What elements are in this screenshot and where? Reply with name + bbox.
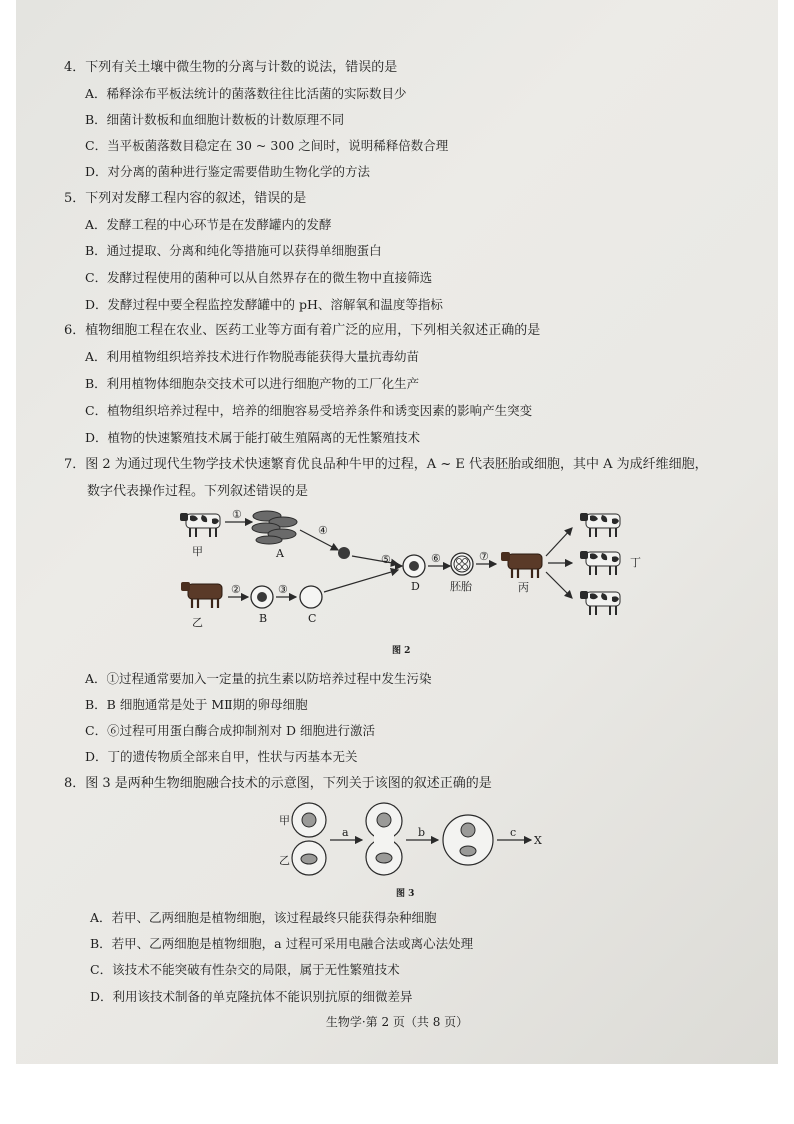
question-8-option-a: A．若甲、乙两细胞是植物细胞，该过程最终只能获得杂种细胞 — [90, 910, 437, 925]
step-c-label: c — [510, 826, 517, 839]
question-7-option-a: A．①过程通常要加入一定量的抗生素以防培养过程中发生污染 — [85, 671, 432, 686]
step-6-label: ⑥ — [431, 552, 441, 565]
cell-c-icon — [300, 586, 322, 608]
question-8-stem: 8．图 3 是两种生物细胞融合技术的示意图，下列关于该图的叙述正确的是 — [64, 776, 492, 791]
question-7-stem-line1: 7．图 2 为通过现代生物学技术快速繁育优良品种牛甲的过程，A ~ E 代表胚胎或细胞，其中 A 为成纤维细胞， — [64, 457, 708, 472]
step-5-label: ⑤ — [381, 553, 391, 566]
question-6-option-a: A．利用植物组织培养技术进行作物脱毒能获得大量抗毒幼苗 — [85, 349, 420, 364]
question-4-option-d: D．对分离的菌种进行鉴定需要借助生物化学的方法 — [85, 164, 371, 179]
cow-jia-icon — [180, 513, 220, 537]
question-5-stem: 5．下列对发酵工程内容的叙述，错误的是 — [64, 191, 307, 206]
question-6-option-c: C．植物组织培养过程中，培养的细胞容易受培养条件和诱变因素的影响产生突变 — [85, 403, 533, 418]
figure-3-cell-fusion-diagram — [272, 800, 562, 880]
question-5-option-c: C．发酵过程使用的菌种可以从自然界存在的微生物中直接筛选 — [85, 270, 433, 285]
figure-3-caption: 图 3 — [396, 889, 415, 899]
question-7-option-b: B．B 细胞通常是处于 MⅡ期的卵母细胞 — [85, 697, 308, 712]
cow-ding-2-icon — [580, 551, 620, 575]
hybrid-cell-icon — [443, 815, 493, 865]
question-6-option-b: B．利用植物体细胞杂交技术可以进行细胞产物的工厂化生产 — [85, 376, 420, 391]
question-6-option-d: D．植物的快速繁殖技术属于能打破生殖隔离的无性繁殖技术 — [85, 430, 421, 445]
question-5-option-b: B．通过提取、分离和纯化等措施可以获得单细胞蛋白 — [85, 243, 382, 258]
embryo-icon — [451, 553, 473, 575]
label-embryo: 胚胎 — [450, 580, 472, 593]
label-jia: 甲 — [192, 545, 203, 558]
label-d: D — [411, 580, 420, 593]
label-b: B — [259, 612, 268, 625]
question-4-option-a: A．稀释涂布平板法统计的菌落数往往比活菌的实际数目少 — [85, 86, 407, 101]
question-7-stem-line2: 数字代表操作过程。下列叙述错误的是 — [87, 484, 309, 499]
question-7-option-d: D．丁的遗传物质全部来自甲，性状与丙基本无关 — [85, 749, 358, 764]
fusion-label-jia: 甲 — [279, 814, 290, 827]
cells-a-icon — [252, 511, 297, 544]
cow-bing-icon — [501, 552, 542, 578]
label-a: A — [276, 547, 284, 560]
fusion-label-yi: 乙 — [279, 854, 290, 867]
cow-yi-icon — [181, 582, 222, 608]
step-1-label: ① — [232, 508, 242, 521]
question-4-stem: 4．下列有关土壤中微生物的分离与计数的说法，错误的是 — [64, 60, 398, 75]
step-3-label: ③ — [278, 583, 288, 596]
step-b-label: b — [418, 826, 426, 839]
question-4-option-b: B．细菌计数板和血细胞计数板的计数原理不同 — [85, 112, 345, 127]
fusion-label-x: X — [534, 834, 542, 847]
step-4-label: ④ — [318, 524, 328, 537]
question-8-option-b: B．若甲、乙两细胞是植物细胞，a 过程可采用电融合法或离心法处理 — [90, 936, 474, 951]
label-bing: 丙 — [518, 581, 529, 594]
cow-ding-1-icon — [580, 513, 620, 537]
figure-2-caption: 图 2 — [392, 646, 411, 656]
question-6-stem: 6．植物细胞工程在农业、医药工业等方面有着广泛的应用，下列相关叙述正确的是 — [64, 323, 541, 338]
label-ding: 丁 — [630, 556, 641, 569]
cow-ding-3-icon — [580, 591, 620, 615]
label-yi: 乙 — [192, 616, 203, 629]
step-2-label: ② — [231, 583, 241, 596]
question-4-option-c: C．当平板菌落数目稳定在 30 ~ 300 之间时，说明稀释倍数合理 — [85, 138, 449, 153]
question-7-option-c: C．⑥过程可用蛋白酶合成抑制剂对 D 细胞进行激活 — [85, 723, 376, 738]
question-8-option-d: D．利用该技术制备的单克隆抗体不能识别抗原的细微差异 — [90, 989, 413, 1004]
question-8-option-c: C．该技术不能突破有性杂交的局限，属于无性繁殖技术 — [90, 962, 400, 977]
label-c: C — [308, 612, 317, 625]
question-5-option-d: D．发酵过程中要全程监控发酵罐中的 pH、溶解氧和温度等指标 — [85, 297, 443, 312]
step-7-label: ⑦ — [479, 550, 489, 563]
question-5-option-a: A．发酵工程的中心环节是在发酵罐内的发酵 — [85, 217, 332, 232]
page-footer: 生物学·第 2 页（共 8 页） — [325, 1015, 469, 1029]
fusing-cells-icon — [366, 803, 402, 875]
step-a-label: a — [342, 826, 349, 839]
figure-2-cloning-diagram — [170, 500, 650, 630]
donor-nucleus-icon — [338, 547, 350, 559]
